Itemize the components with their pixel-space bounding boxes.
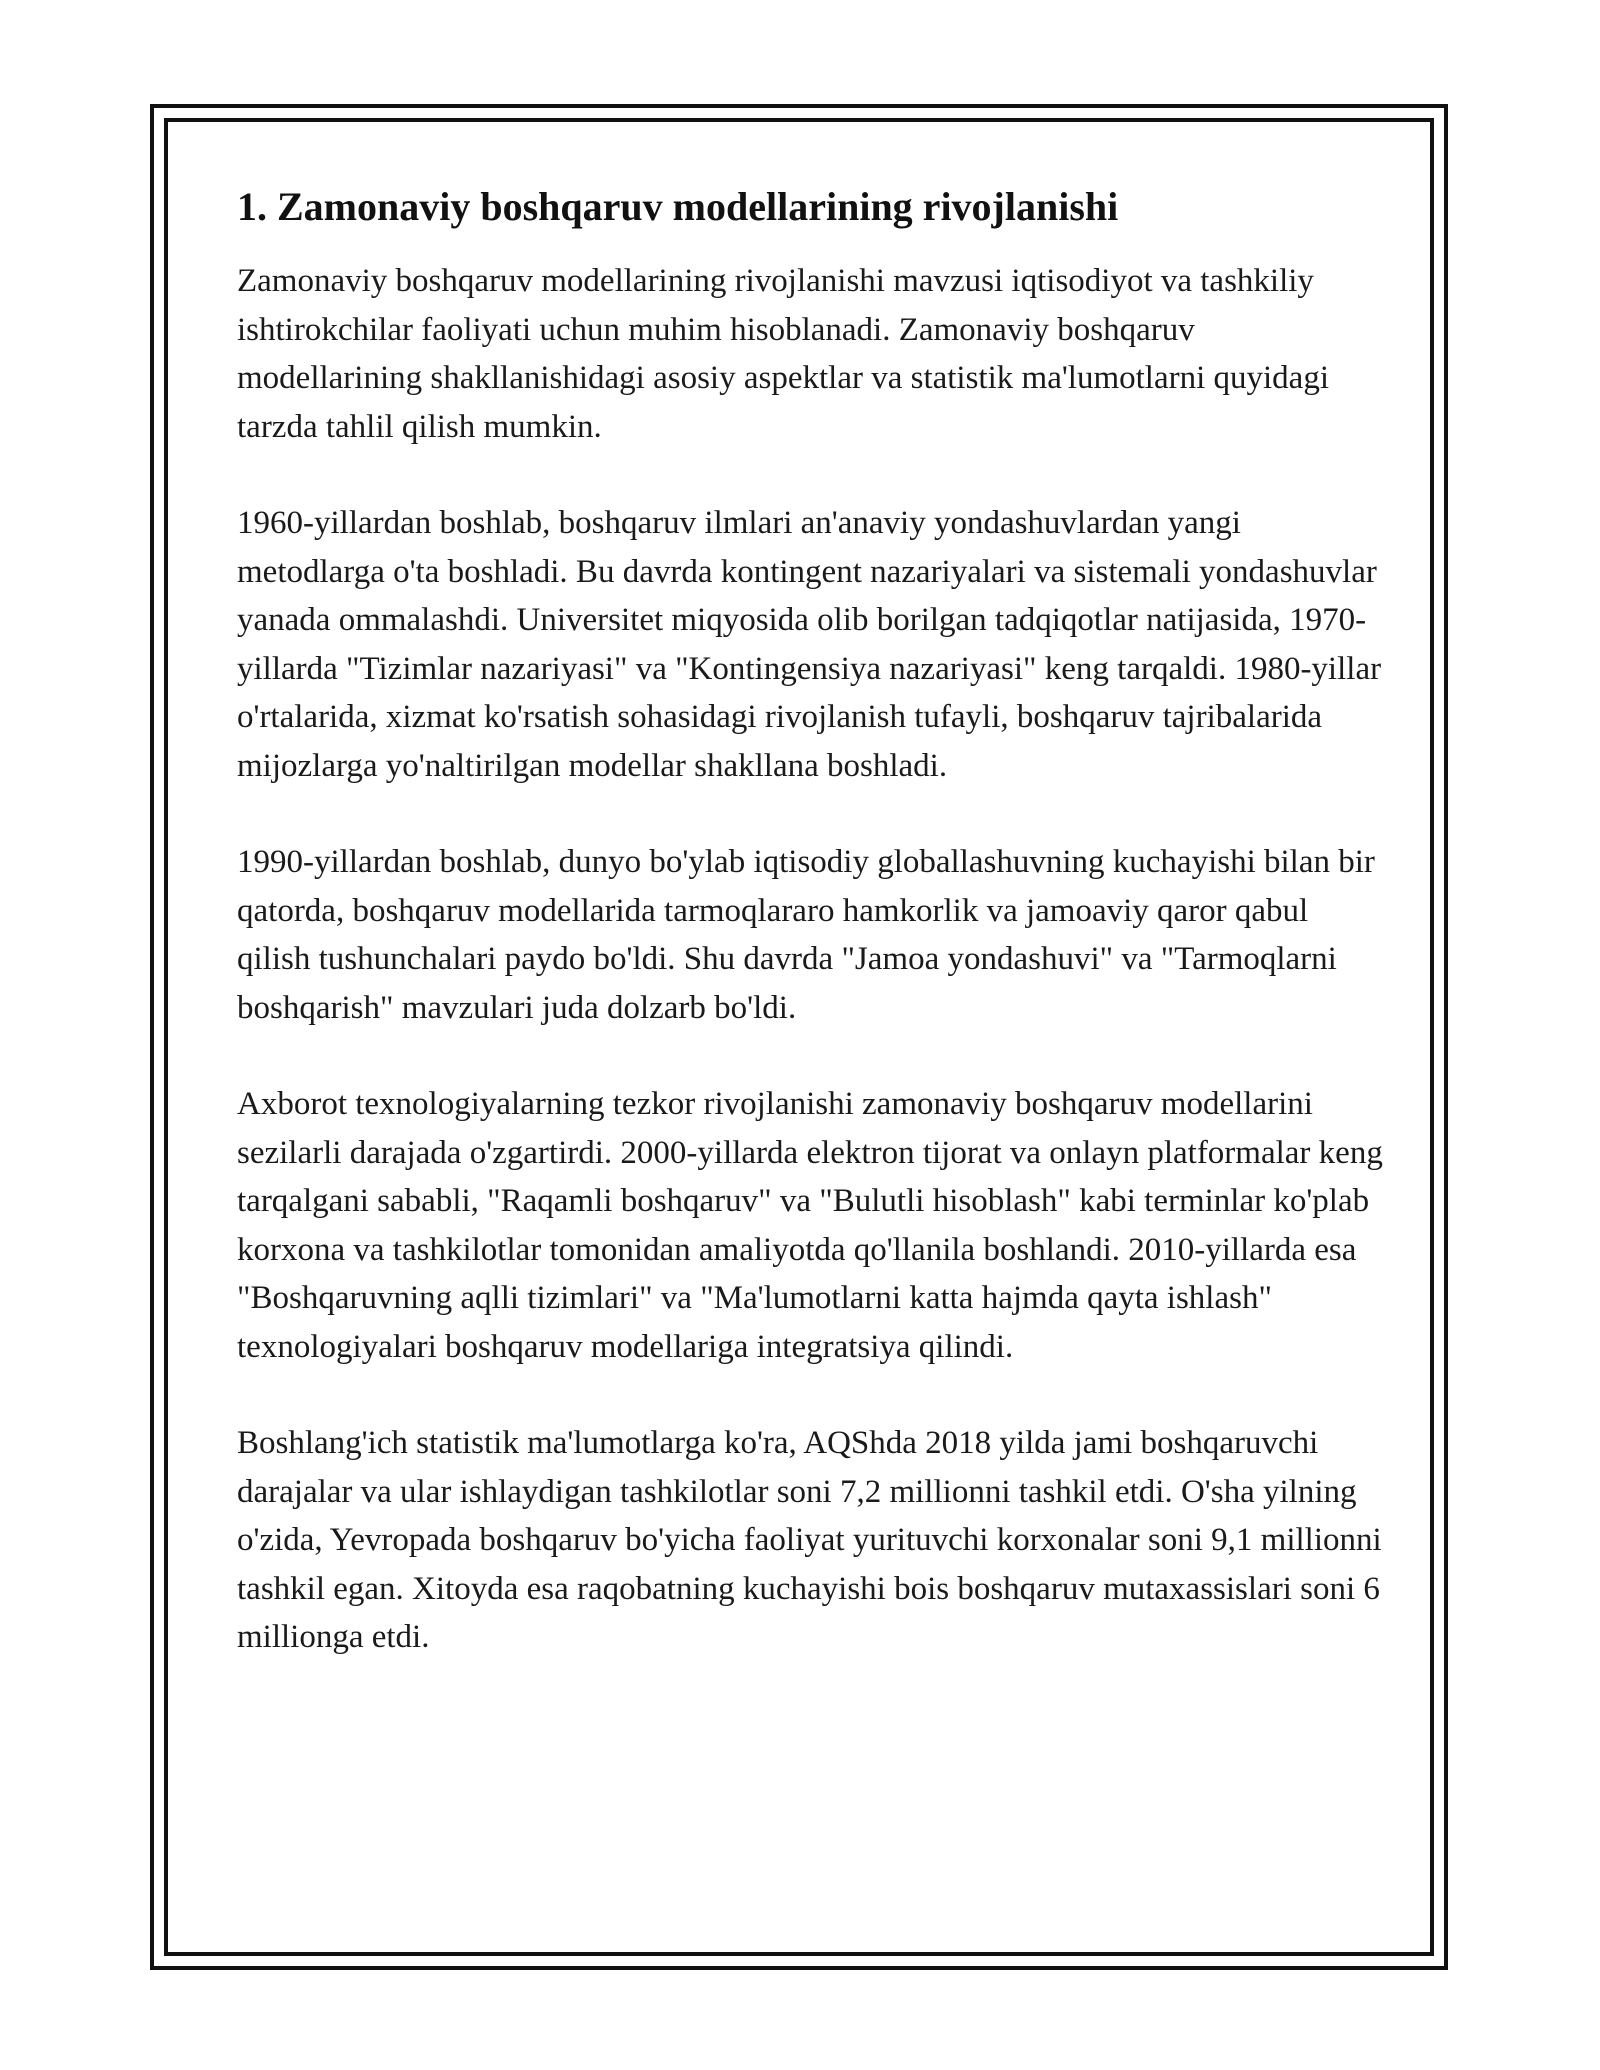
document-body	[237, 183, 1387, 1710]
paragraph-statistics: Boshlang'ich statistik ma'lumotlarga ko'ra, AQShda 2018 yilda jami boshqaruvchi darajalar va ular ishlaydigan tashkilotlar soni 7,2 millionni tashkil etdi. O'sha yilning o'zida, Yevropada boshqaruv bo'yicha faoliyat yurituvchi korxonalar soni 9,1 millionni tashkil egan. Xitoyda esa raqobatning kuchayishi bois boshqaruv mutaxassislari soni 6 millionga etdi.	[237, 1425, 1382, 1655]
paragraph-1960s: 1960-yillardan boshlab, boshqaruv ilmlari an'anaviy yondashuvlardan yangi metodlarga o'ta boshladi. Bu davrda kontingent nazariyalari va sistemali yondashuvlar yanada ommalashdi. Universitet miqyosida olib borilgan tadqiqotlar natijasida, 1970-yillarda "Tizimlar nazariyasi" va "Kontingensiya nazariyasi" keng tarqaldi. 1980-yillar o'rtalarida, xizmat ko'rsatish sohasidagi rivojlanish tufayli, boshqaruv tajribalarida mijozlarga yo'naltirilgan modellar shakllana boshladi.	[237, 505, 1382, 784]
paragraph-intro: Zamonaviy boshqaruv modellarining rivojlanishi mavzusi iqtisodiyot va tashkiliy ishtirokchilar faoliyati uchun muhim hisoblanadi. Zamonaviy boshqaruv modellarining shakllanishidagi asosiy aspektlar va statistik ma'lumotlarni quyidagi tarzda tahlil qilish mumkin.	[237, 263, 1329, 445]
paragraph-1990s: 1990-yillardan boshlab, dunyo bo'ylab iqtisodiy globallashuvning kuchayishi bilan bir qatorda, boshqaruv modellarida tarmoqlararo hamkorlik va jamoaviy qaror qabul qilish tushunchalari paydo bo'ldi. Shu davrda "Jamoa yondashuvi" va "Tarmoqlarni boshqarish" mavzulari juda dolzarb bo'ldi.	[237, 844, 1375, 1026]
page-border-outer	[150, 104, 1448, 1970]
paragraph-it: Axborot texnologiyalarning tezkor rivojlanishi zamonaviy boshqaruv modellarini sezilarli darajada o'zgartirdi. 2000-yillarda elektron tijorat va onlayn platformalar keng tarqalgani sababli, "Raqamli boshqaruv" va "Bulutli hisoblash" kabi terminlar ko'plab korxona va tashkilotlar tomonidan amaliyotda qo'llanila boshlandi. 2010-yillarda esa "Boshqaruvning aqlli tizimlari" va "Ma'lumotlarni katta hajmda qayta ishlash" texnologiyalari boshqaruv modellariga integratsiya qilindi.	[237, 1086, 1383, 1365]
section-heading: 1. Zamonaviy boshqaruv modellarining rivojlanishi	[237, 184, 1119, 229]
